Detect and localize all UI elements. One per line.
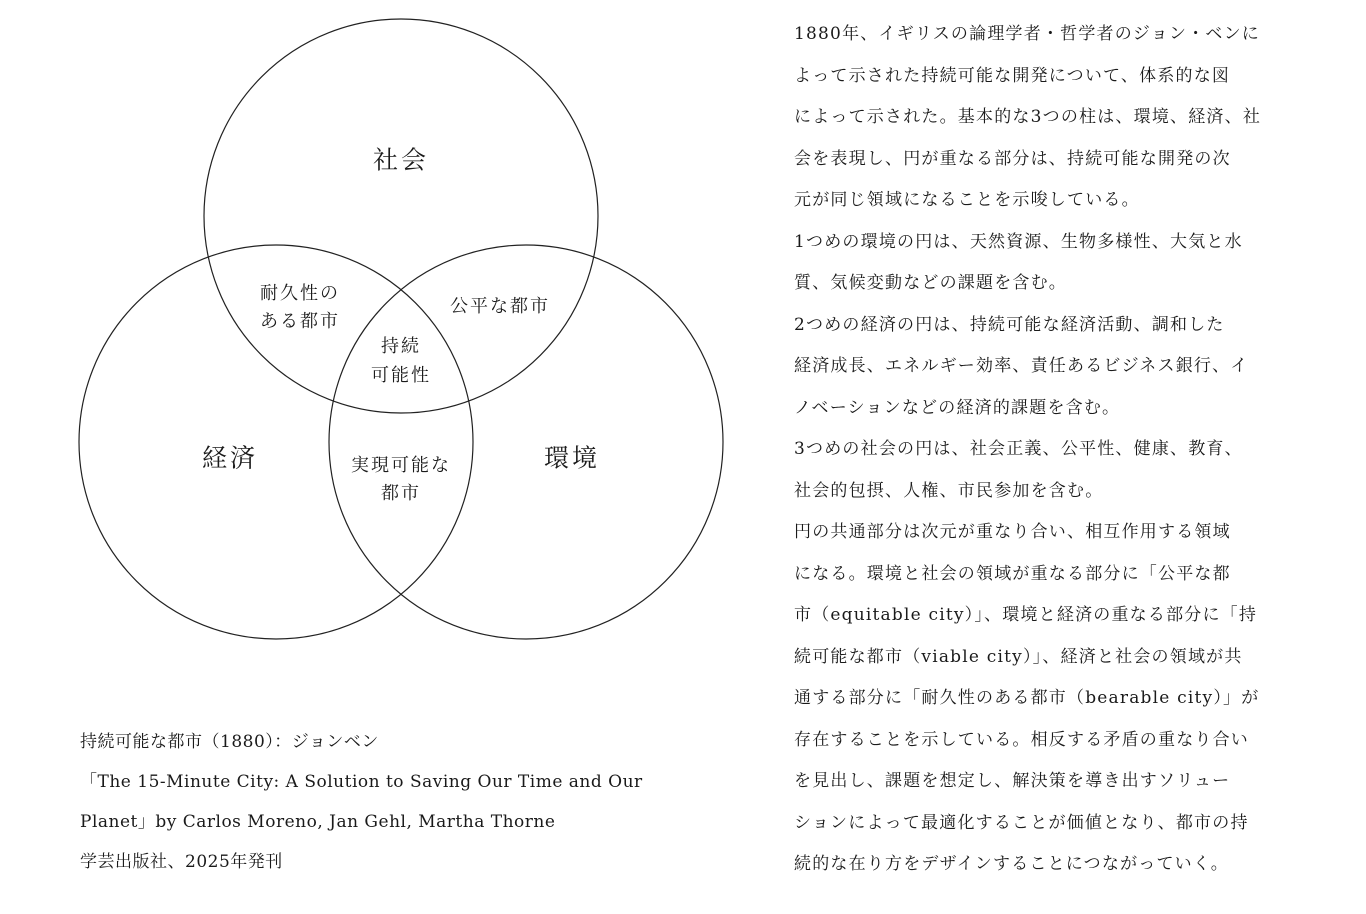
description-line: 社会的包摂、人権、市民参加を含む。 <box>794 480 1104 501</box>
bearable-city-label-line1: 耐久性の <box>260 283 340 304</box>
bearable-city-label-line2: ある都市 <box>260 311 340 332</box>
economy-circle <box>79 245 473 639</box>
description-line: 3つめの社会の円は、社会正義、公平性、健康、教育、 <box>794 439 1243 459</box>
description-line: 存在することを示している。相反する矛盾の重なり合い <box>794 729 1249 750</box>
description-line: 元が同じ領域になることを示唆している。 <box>794 190 1140 210</box>
description-line: 質、気候変動などの課題を含む。 <box>794 273 1067 293</box>
venn-diagram <box>0 0 760 660</box>
sustainability-label-line1: 持続 <box>381 336 421 357</box>
description-line: 続的な在り方をデザインすることにつながっていく。 <box>794 854 1229 874</box>
caption-publisher: 学芸出版社、2025年発刊 <box>80 852 283 872</box>
society-label: 社会 <box>372 145 430 175</box>
description-line: 1つめの環境の円は、天然資源、生物多様性、大気と水 <box>794 231 1243 252</box>
environment-label: 環境 <box>543 443 601 473</box>
description-line: 円の共通部分は次元が重なり合い、相互作用する領域 <box>794 522 1231 542</box>
description-line: 経済成長、エネルギー効率、責任あるビジネス銀行、イ <box>794 356 1249 376</box>
description-line: 1880年、イギリスの論理学者・哲学者のジョン・ベンに <box>794 24 1260 44</box>
caption-title: 持続可能な都市（1880）：ジョンベン <box>80 732 379 752</box>
description-line: ノベーションなどの経済的課題を含む。 <box>794 397 1121 418</box>
description-line: ションによって最適化することが価値となり、都市の持 <box>794 812 1249 833</box>
equitable-city-label: 公平な都市 <box>450 296 550 317</box>
caption-book-title-line1: 「The 15-Minute City: A Solution to Saving Our Time and Our <box>80 772 643 792</box>
description-line: 市（equitable city）」、環境と経済の重なる部分に「持 <box>794 605 1258 625</box>
viable-city-label-line2: 都市 <box>381 483 421 504</box>
sustainability-label-line2: 可能性 <box>371 365 431 386</box>
description-line: よって示された持続可能な開発について、体系的な図 <box>794 65 1231 86</box>
economy-label: 経済 <box>201 443 259 473</box>
description-line: によって示された。基本的な3つの柱は、環境、経済、社 <box>794 107 1262 127</box>
description-line: を見出し、課題を想定し、解決策を導き出すソリュー <box>794 771 1231 791</box>
caption-book-title-line2: Planet」by Carlos Moreno, Jan Gehl, Martha Thorne <box>80 812 556 832</box>
description-line: 会を表現し、円が重なる部分は、持続可能な開発の次 <box>794 148 1231 169</box>
description-line: 2つめの経済の円は、持続可能な経済活動、調和した <box>794 314 1225 335</box>
description-line: になる。環境と社会の領域が重なる部分に「公平な都 <box>794 563 1231 584</box>
description-line: 通する部分に「耐久性のある都市（bearable city）」が <box>794 688 1260 708</box>
description-text <box>794 14 1314 886</box>
viable-city-label-line1: 実現可能な <box>351 455 451 476</box>
description-line: 続可能な都市（viable city）」、経済と社会の領域が共 <box>794 646 1243 667</box>
figure-caption <box>80 722 730 882</box>
